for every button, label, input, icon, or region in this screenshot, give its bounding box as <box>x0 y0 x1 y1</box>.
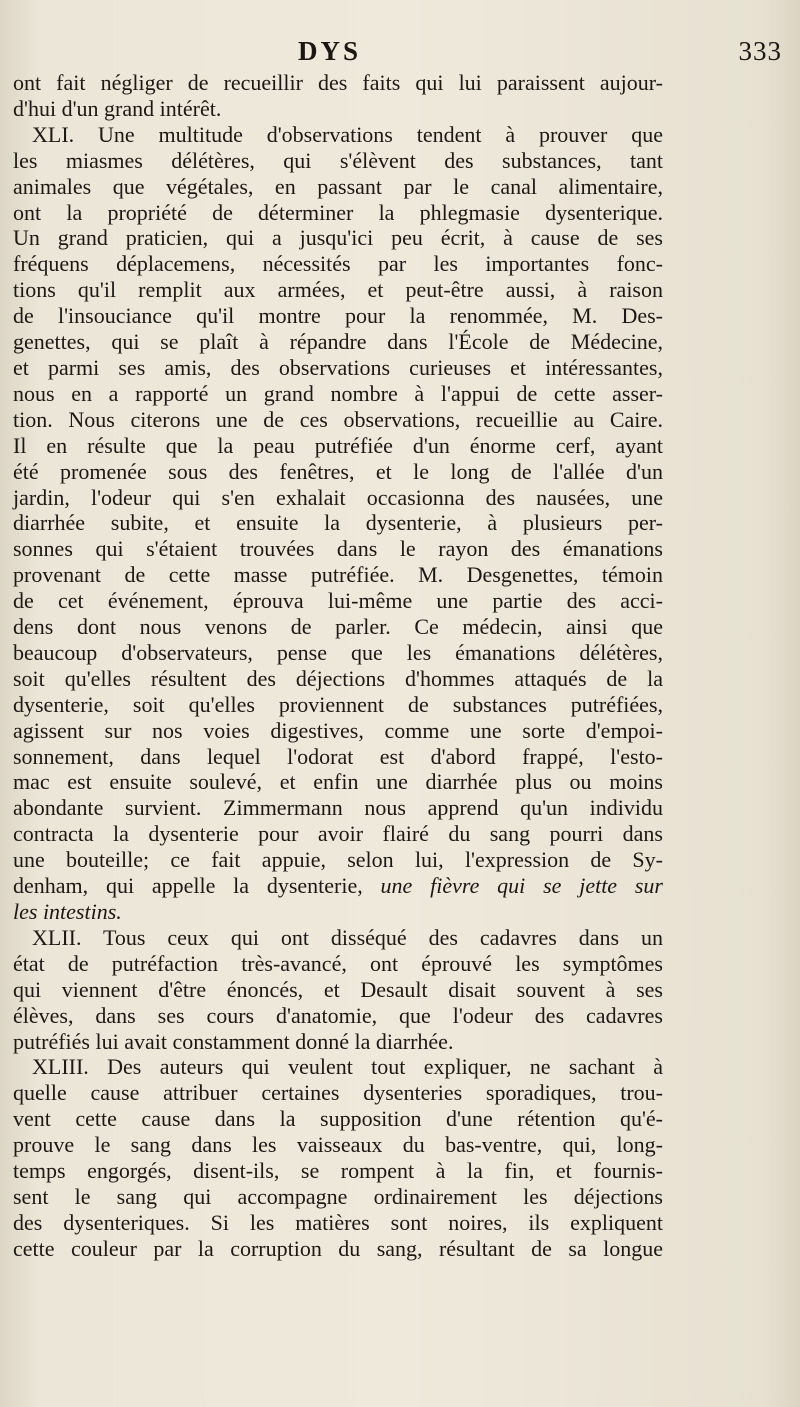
text-line: temps engorgés, disent-ils, se rompent à la fin, et fournis- <box>13 1158 663 1184</box>
text-line: prouve le sang dans les vaisseaux du bas-ventre, qui, long- <box>13 1132 663 1158</box>
text-line: ont fait négliger de recueillir des faits qui lui paraissent aujour- <box>13 70 663 95</box>
text-line: des dysenteriques. Si les matières sont noires, ils expliquent <box>13 1209 663 1235</box>
section-xliii-start: XLIII. Des auteurs qui veulent tout expliquer, ne sachant à <box>32 1054 663 1080</box>
text-line: dens dont nous venons de parler. Ce médecin, ainsi que <box>13 614 663 640</box>
running-head: DYS <box>298 36 362 66</box>
text-line: animales que végétales, en passant par le canal alimentaire, <box>13 173 663 199</box>
text-line: vent cette cause dans la supposition d'une rétention qu'é- <box>13 1106 663 1132</box>
body-text <box>13 70 663 1262</box>
text-line: abondante survient. Zimmermann nous apprend qu'un individu <box>13 795 663 821</box>
text-line: contracta la dysenterie pour avoir flairé du sang pourri dans <box>13 821 663 847</box>
text-line: été promenée sous des fenêtres, et le long de l'allée d'un <box>13 458 663 484</box>
text-line: état de putréfaction très-avancé, ont éprouvé les symptômes <box>13 950 663 976</box>
text-line: quelle cause attribuer certaines dysenteries sporadiques, trou- <box>13 1080 663 1106</box>
text-line: provenant de cette masse putréfiée. M. Desgenettes, témoin <box>13 562 663 588</box>
text-line: élèves, dans ses cours d'anatomie, que l'odeur des cadavres <box>13 1002 663 1028</box>
text-line: tion. Nous citerons une de ces observations, recueillie au Caire. <box>13 406 663 432</box>
text-line: genettes, qui se plaît à répandre dans l'École de Médecine, <box>13 329 663 355</box>
text-line: agissent sur nos voies digestives, comme une sorte d'empoi- <box>13 717 663 743</box>
text-line: une bouteille; ce fait appuie, selon lui, l'expression de Sy- <box>13 847 663 873</box>
text-line: de l'insouciance qu'il montre pour la renommée, M. Des- <box>13 303 663 329</box>
page-number: 333 <box>738 36 782 66</box>
text-line: sonnes qui s'étaient trouvées dans le rayon des émanations <box>13 536 663 562</box>
text-line: beaucoup d'observateurs, pense que les émanations délétères, <box>13 639 663 665</box>
text-line: mac est ensuite soulevé, et enfin une diarrhée plus ou moins <box>13 769 663 795</box>
text-line: nous en a rapporté un grand nombre à l'appui de cette asser- <box>13 380 663 406</box>
text-line: d'hui d'un grand intérêt. <box>13 95 222 121</box>
text-line: de cet événement, éprouva lui-même une partie des acci- <box>13 588 663 614</box>
text-line: et parmi ses amis, des observations curieuses et intéressantes, <box>13 354 663 380</box>
text-line: dysenterie, soit qu'elles proviennent de substances putréfiées, <box>13 691 663 717</box>
italic-quote-end: les intestins. <box>13 899 122 924</box>
text-line: fréquens déplacemens, nécessités par les importantes fonc- <box>13 251 663 277</box>
text-line: putréfiés lui avait constamment donné la diarrhée. <box>13 1028 454 1054</box>
text-line: tions qu'il remplit aux armées, et peut-être aussi, à raison <box>13 277 663 303</box>
page-header <box>0 36 800 70</box>
text-line: les miasmes délétères, qui s'élèvent des substances, tant <box>13 147 663 173</box>
text-line: sent le sang qui accompagne ordinairement les déjections <box>13 1183 663 1209</box>
text-line: qui viennent d'être énoncés, et Desault disait souvent à ses <box>13 976 663 1002</box>
text-line: diarrhée subite, et ensuite la dysenterie, à plusieurs per- <box>13 510 663 536</box>
text-line: Un grand praticien, qui a jusqu'ici peu écrit, à cause de ses <box>13 225 663 251</box>
italic-quote: une fièvre qui se jette sur <box>380 873 663 899</box>
text-line: soit qu'elles résultent des déjections d'hommes attaqués de la <box>13 665 663 691</box>
section-xli-start: XLI. Une multitude d'observations tendent à prouver que <box>32 121 663 147</box>
text-line: sonnement, dans lequel l'odorat est d'abord frappé, l'esto- <box>13 743 663 769</box>
text-line: jardin, l'odeur qui s'en exhalait occasionna des nausées, une <box>13 484 663 510</box>
text-line: cette couleur par la corruption du sang, résultant de sa longue <box>13 1235 663 1261</box>
text-segment: denham, qui appelle la dysenterie, <box>13 873 381 899</box>
section-xlii-start: XLII. Tous ceux qui ont disséqué des cadavres dans un <box>32 924 663 950</box>
text-line-mixed <box>13 873 663 899</box>
text-line: Il en résulte que la peau putréfiée d'un énorme cerf, ayant <box>13 432 663 458</box>
text-line: ont la propriété de déterminer la phlegmasie dysenterique. <box>13 199 663 225</box>
